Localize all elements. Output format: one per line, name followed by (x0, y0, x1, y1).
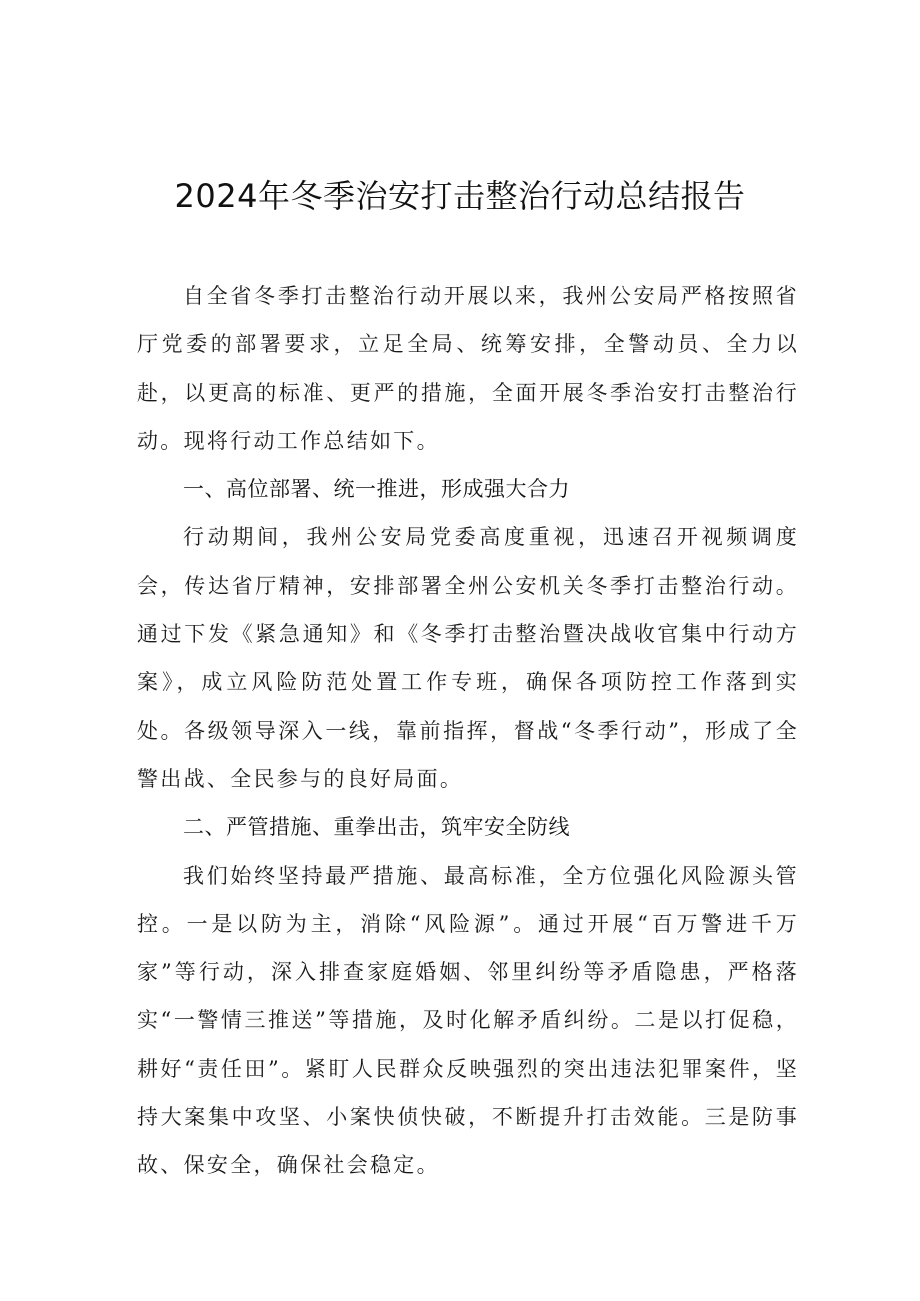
intro-paragraph: 自全省冬季打击整治行动开展以来，我州公安局严格按照省厅党委的部署要求，立足全局、统筹安排，全警动员、全力以赴，以更高的标准、更严的措施，全面开展冬季治安打击整治行动。现将行动工作总结如下。 (137, 284, 799, 453)
section-heading-2: 二、严管措施、重拳出击，筑牢安全防线 (183, 815, 570, 840)
section-paragraph-1: 行动期间，我州公安局党委高度重视，迅速召开视频调度会，传达省厅精神，安排部署全州公安机关冬季打击整治行动。通过下发《紧急通知》和《冬季打击整治暨决战收官集中行动方案》，成立风险防范处置工作专班，确保各项防控工作落到实处。各级领导深入一线，靠前指挥，督战“冬季行动”，形成了全警出战、全民参与的良好局面。 (137, 525, 799, 791)
section-heading-1: 一、高位部署、统一推进，形成强大合力 (183, 477, 570, 502)
section-paragraph-2: 我们始终坚持最严措施、最高标准，全方位强化风险源头管控。一是以防为主，消除“风险源”。通过开展“百万警进千万家”等行动，深入排查家庭婚姻、邻里纠纷等矛盾隐患，严格落实“一警情三推送”等措施，及时化解矛盾纠纷。二是以打促稳，耕好“责任田”。紧盯人民群众反映强烈的突出违法犯罪案件，坚持大案集中攻坚、小案快侦快破，不断提升打击效能。三是防事故、保安全，确保社会稳定。 (137, 863, 799, 1178)
document-body (137, 272, 799, 1190)
document-title: 2024年冬季治安打击整治行动总结报告 (174, 177, 746, 215)
